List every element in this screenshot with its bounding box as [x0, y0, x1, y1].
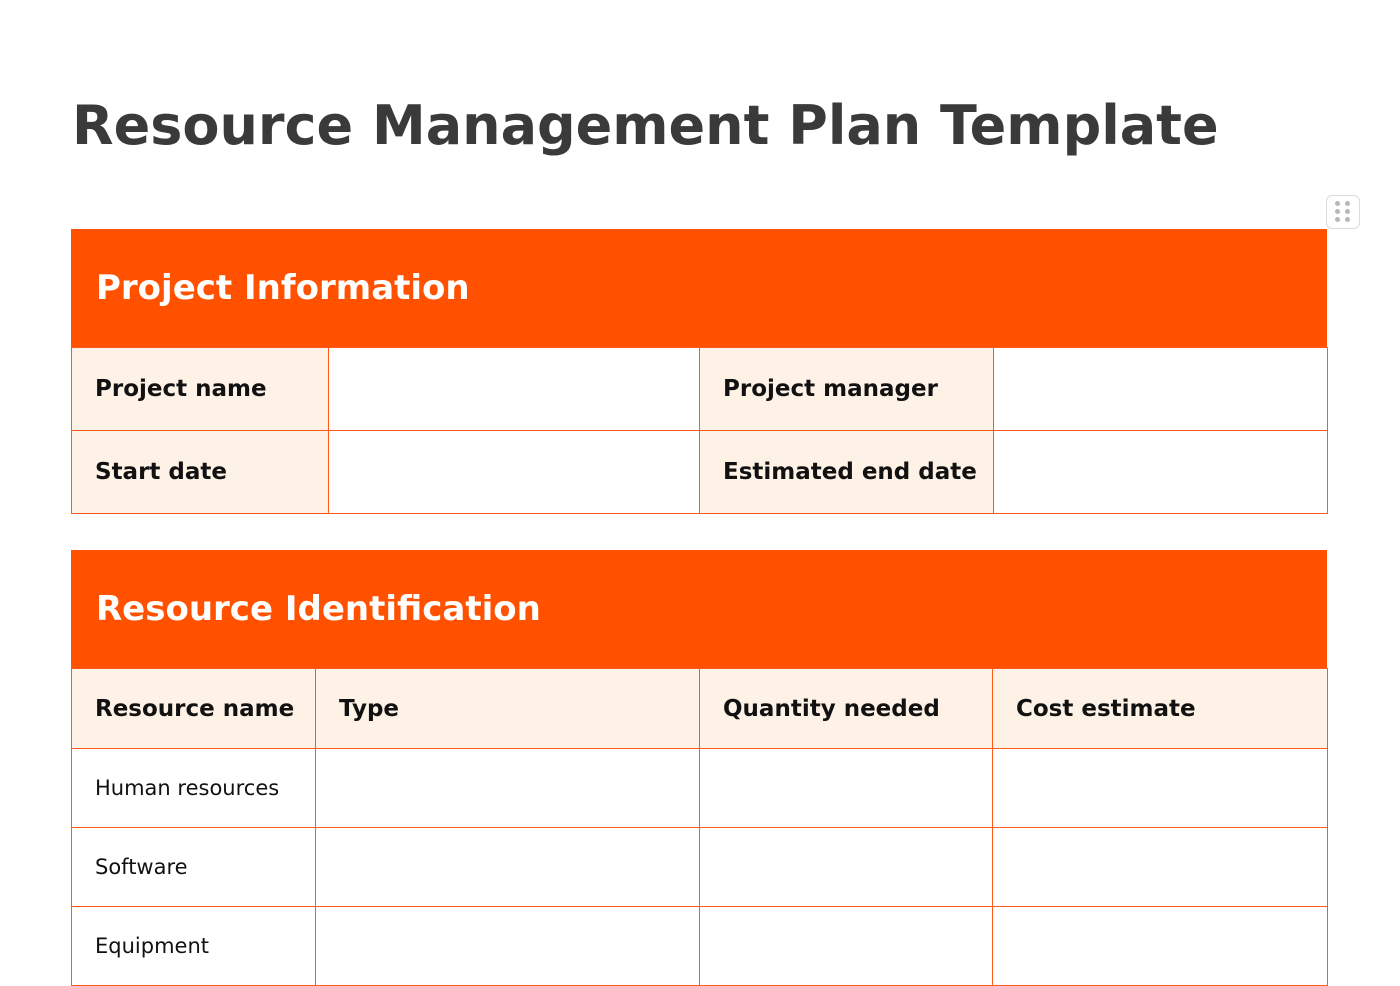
- type-cell[interactable]: [316, 828, 700, 907]
- project-information-table: [71, 347, 1328, 514]
- table-row: [72, 431, 1328, 514]
- column-header-type: Type: [316, 669, 700, 749]
- resource-name-cell: Human resources: [72, 749, 316, 828]
- quantity-cell[interactable]: [700, 907, 993, 986]
- project-information-section: [71, 229, 1327, 514]
- project-information-header: [71, 229, 1327, 347]
- table-row: [72, 749, 1328, 828]
- start-date-label: Start date: [72, 431, 329, 514]
- section-title: Project Information: [96, 268, 470, 308]
- resource-name-cell: Software: [72, 828, 316, 907]
- resource-identification-section: [71, 550, 1327, 986]
- column-header-quantity-needed: Quantity needed: [700, 669, 993, 749]
- project-name-field[interactable]: [329, 348, 700, 431]
- project-manager-field[interactable]: [994, 348, 1328, 431]
- table-row: [72, 907, 1328, 986]
- table-header-row: [72, 669, 1328, 749]
- quantity-cell[interactable]: [700, 828, 993, 907]
- table-row: [72, 348, 1328, 431]
- drag-handle-icon[interactable]: [1326, 195, 1360, 229]
- column-header-cost-estimate: Cost estimate: [993, 669, 1328, 749]
- estimated-end-date-field[interactable]: [994, 431, 1328, 514]
- cost-cell[interactable]: [993, 749, 1328, 828]
- cost-cell[interactable]: [993, 828, 1328, 907]
- resource-name-cell: Equipment: [72, 907, 316, 986]
- type-cell[interactable]: [316, 749, 700, 828]
- type-cell[interactable]: [316, 907, 700, 986]
- column-header-resource-name: Resource name: [72, 669, 316, 749]
- table-row: [72, 828, 1328, 907]
- page-title: Resource Management Plan Template: [72, 94, 1219, 157]
- estimated-end-date-label: Estimated end date: [700, 431, 994, 514]
- project-name-label: Project name: [72, 348, 329, 431]
- start-date-field[interactable]: [329, 431, 700, 514]
- resource-identification-table: [71, 668, 1328, 986]
- resource-identification-header: [71, 550, 1327, 668]
- section-title: Resource Identification: [96, 589, 541, 629]
- project-manager-label: Project manager: [700, 348, 994, 431]
- cost-cell[interactable]: [993, 907, 1328, 986]
- quantity-cell[interactable]: [700, 749, 993, 828]
